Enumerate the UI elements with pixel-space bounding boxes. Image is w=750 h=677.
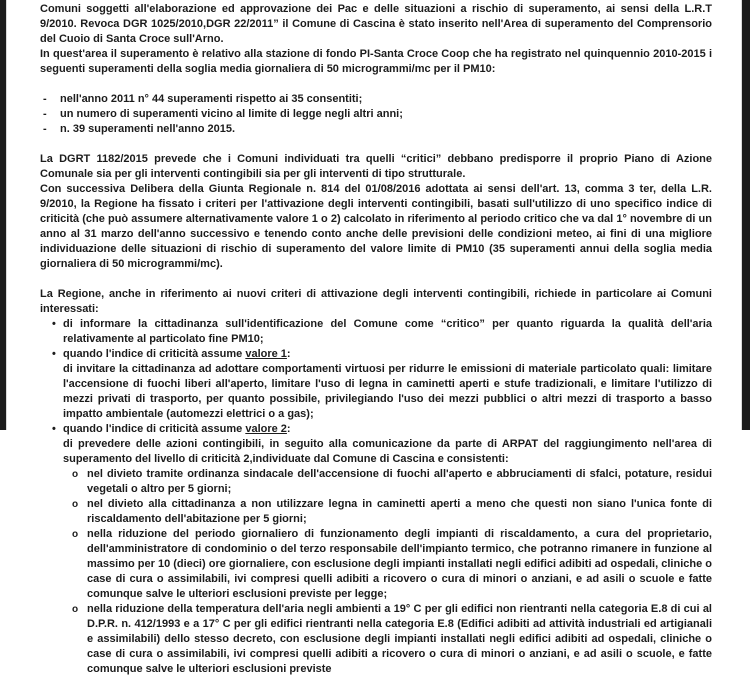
list-marker-dash: - [43,93,47,105]
list-marker-sub: o [72,604,79,615]
paragraph-spacer [40,272,712,287]
text-run: di prevedere delle azioni contingibili, in seguito alla comunicazione da parte di ARPAT del raggiungimento nell'area di superamento del livello di criticità 2,individuate dal Comune di Cascina e consistenti: [63,438,712,465]
text-run: nel divieto tramite ordinanza sindacale dell'accensione di fuochi all'aperto e abbruciamenti di sfalci, potature, residui vegetali o altro per 5 giorni; [87,468,712,495]
text-run: La DGRT 1182/2015 prevede che i Comuni individuati tra quelli “critici” debbano predisporre il proprio Piano di Azione Comunale sia per gli interventi contingibili sia per gli interventi di tipo strutturale. [40,153,712,180]
list-marker-bullet: • [52,423,56,435]
text-run: di informare la cittadinanza sull'identificazione del Comune come “critico” per quanto riguarda la qualità dell'aria relativamente al particolato fine PM10; [63,318,712,345]
doc-block-sub [40,602,712,677]
text-run: nella riduzione della temperatura dell'aria negli ambienti a 19° C per gli edifici non rientranti nella categoria E.8 di cui al D.P.R. n. 412/1993 e a 17° C per gli edifici rientranti nella categoria E.8 (Edifici adibiti ad attività industriali ed artigianali e assimilabili) dello stesso decreto, con esclusione degli impianti installati negli edifici adibiti ad ospedali, cliniche o case di cura o assimilabili, ivi compresi quelli adibiti a ricovero o cura di minori o anziani, e ad asili o scuole, e fatte comunque salve le ulteriori esclusioni previste [87,603,712,675]
list-marker-bullet: • [52,348,56,360]
list-marker-sub: o [72,469,79,480]
doc-block-dash [40,122,712,137]
doc-block-sub [40,467,712,497]
list-marker-sub: o [72,529,79,540]
text-run: La Regione, anche in riferimento ai nuovi criteri di attivazione degli interventi contingibili, richiede in particolare ai Comuni interessati: [40,288,712,315]
text-run: nel divieto alla cittadinanza a non utilizzare legna in caminetti aperti a meno che questi non siano l'unica fonte di riscaldamento dell'abitazione per 5 giorni; [87,498,712,525]
text-run: valore 2 [245,423,287,435]
doc-block-p [40,287,712,317]
text-run: Comuni soggetti all'elaborazione ed approvazione dei Pac e delle situazioni a rischio di superamento, ai sensi della L.R.T 9/2010. Revoca DGR 1025/2010,DGR 22/2011” il Comune di Cascina è stato inserito nell'Area di superamento del Comprensorio del Cuoio di Santa Croce sull'Arno. [40,3,712,45]
doc-block-p [40,2,712,47]
text-run: Con successiva Delibera della Giunta Regionale n. 814 del 01/08/2016 adottata ai sensi dell'art. 13, comma 3 ter, della L.R. 9/2010, la Regione ha fissato i criteri per l'attivazione degli interventi contingibili, basati sull'utilizzo di uno specifico indice di criticità (che può assumere alternativamente valore 1 o 2) calcolato in riferimento al periodo critico che va dal 1° novembre di un anno al 31 marzo dell'anno successivo e tenendo conto anche delle previsioni delle condizioni meteo, ai fini di una migliore individuazione delle situazioni di rischio di superamento del valore limite di PM10 (35 superamenti annui della soglia media giornaliera di 50 microgrammi/mc). [40,183,712,270]
list-marker-sub: o [72,499,79,510]
doc-block-sub [40,527,712,602]
doc-block-p [40,152,712,182]
text-run: quando l'indice di criticità assume [63,423,246,435]
list-marker-bullet: • [52,318,56,330]
doc-block-p [40,182,712,272]
document-body [7,0,741,675]
paragraph-spacer [40,77,712,92]
doc-block-bullet [40,317,712,347]
doc-block-sub [40,497,712,527]
left-edge-bar [0,0,7,430]
doc-block-bullet [40,347,712,362]
doc-block-bullet_cont [40,437,712,467]
text-run: nella riduzione del periodo giornaliero di funzionamento degli impianti di riscaldamento, a cura del proprietario, dell'amministratore di condominio o del terzo responsabile dell'impianto termico, che potranno rimanere in funzione al massimo per 10 (dieci) ore giornaliere, con esclusione degli impianti installati negli edifici adibiti ad ospedali, cliniche o case di cura o assimilabili, ivi compresi quelli adibiti a ricovero o cura di minori o anziani, e ad asili o scuole e fatte comunque salve le ulteriori esclusioni previste per legge; [87,528,712,600]
doc-block-bullet [40,422,712,437]
text-run: di invitare la cittadinanza ad adottare comportamenti virtuosi per ridurre le emissioni di materiale particolato quali: limitare l'accensione di fuochi liberi all'aperto, limitare l'uso di legna in caminetti aperti e stufe tradizionali, e limitare l'utilizzo di mezzi privati di trasporto, per quanto possibile, privilegiando l'uso dei mezzi pubblici o altri mezzi di trasporto a basso impatto ambientale (automezzi elettrici o a gas); [63,363,712,420]
text-run: valore 1 [245,348,287,360]
text-run: n. 39 superamenti nell'anno 2015. [60,123,236,135]
doc-block-bullet_cont [40,362,712,422]
text-run: nell'anno 2011 n° 44 superamenti rispetto ai 35 consentiti; [60,93,363,105]
paragraph-spacer [40,137,712,152]
list-marker-dash: - [43,108,47,120]
list-marker-dash: - [43,123,47,135]
right-edge-bar [741,0,750,430]
text-run: : [286,423,291,435]
text-run: un numero di superamenti vicino al limite di legge negli altri anni; [60,108,403,120]
text-run: In quest'area il superamento è relativo alla stazione di fondo PI-Santa Croce Coop che ha registrato nel quinquennio 2010-2015 i seguenti superamenti della soglia media giornaliera di 50 microgrammi/mc per il PM10: [40,48,712,75]
doc-block-dash [40,107,712,122]
text-run: : [286,348,291,360]
doc-block-dash [40,92,712,107]
doc-block-p [40,47,712,77]
text-run: quando l'indice di criticità assume [63,348,246,360]
